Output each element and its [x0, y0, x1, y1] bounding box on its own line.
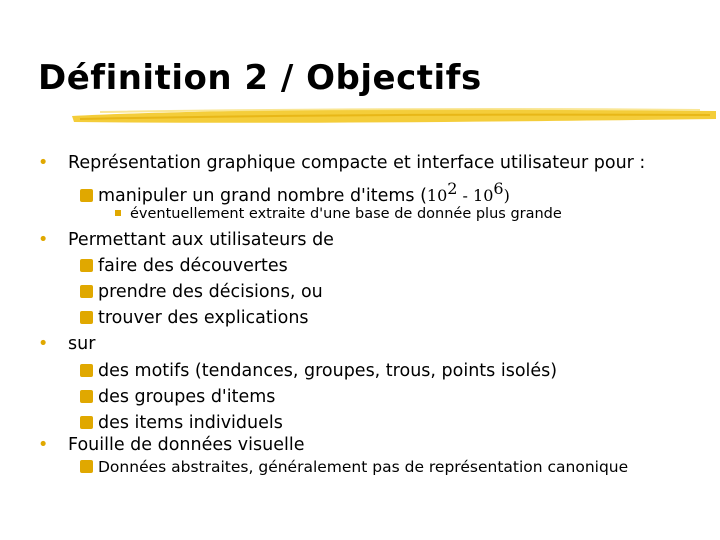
bullet-3-text: sur	[68, 334, 96, 354]
title-underline-highlight	[70, 102, 720, 130]
bullet-2-3-text: trouver des explications	[98, 308, 309, 328]
square-bullet-icon	[80, 416, 93, 429]
bullet-2-2	[80, 282, 323, 302]
range-end-exponent: 6	[493, 179, 504, 198]
bullet-dot-icon: •	[38, 334, 49, 354]
bullet-4-1	[80, 458, 628, 476]
square-bullet-icon	[80, 285, 93, 298]
bullet-3-2	[80, 387, 275, 407]
bullet-4-1-text: Données abstraites, généralement pas de représentation canonique	[98, 458, 629, 476]
bullet-1-text: Représentation graphique compacte et interface utilisateur pour :	[68, 153, 646, 173]
bullet-1-1-1	[115, 206, 562, 222]
slide-title: Définition 2 / Objectifs	[38, 58, 482, 98]
bullet-1	[38, 153, 645, 173]
bullet-3-3	[80, 413, 283, 433]
square-bullet-icon	[80, 259, 93, 272]
bullet-1-1-1-text: éventuellement extraite d'une base de donnée plus grande	[130, 206, 562, 222]
bullet-4-text: Fouille de données visuelle	[68, 435, 305, 455]
bullet-2-3	[80, 308, 309, 328]
range-start: 10	[426, 185, 448, 205]
square-bullet-icon	[80, 364, 93, 377]
range-start-exponent: 2	[447, 179, 458, 198]
range-close: )	[503, 185, 510, 205]
bullet-2-1	[80, 256, 288, 276]
bullet-3	[38, 334, 95, 354]
square-bullet-icon	[80, 311, 93, 324]
square-bullet-icon	[80, 189, 93, 202]
bullet-3-3-text: des items individuels	[98, 413, 283, 433]
square-bullet-icon	[80, 460, 93, 473]
bullet-4	[38, 435, 305, 455]
bullet-1-1-text: manipuler un grand nombre d'items (	[98, 185, 427, 206]
bullet-2-1-text: faire des découvertes	[98, 256, 288, 276]
bullet-3-2-text: des groupes d'items	[98, 387, 276, 407]
bullet-1-1	[80, 179, 510, 206]
small-square-bullet-icon	[115, 210, 121, 216]
square-bullet-icon	[80, 390, 93, 403]
bullet-2-2-text: prendre des décisions, ou	[98, 282, 323, 302]
bullet-2-text: Permettant aux utilisateurs de	[68, 230, 334, 250]
bullet-3-1-text: des motifs (tendances, groupes, trous, points isolés)	[98, 361, 558, 381]
range-separator: -	[457, 185, 474, 205]
bullet-3-1	[80, 361, 557, 381]
bullet-dot-icon: •	[38, 153, 49, 173]
range-end: 10	[473, 185, 494, 205]
bullet-2	[38, 230, 334, 250]
bullet-dot-icon: •	[38, 230, 49, 250]
bullet-dot-icon: •	[38, 435, 49, 455]
